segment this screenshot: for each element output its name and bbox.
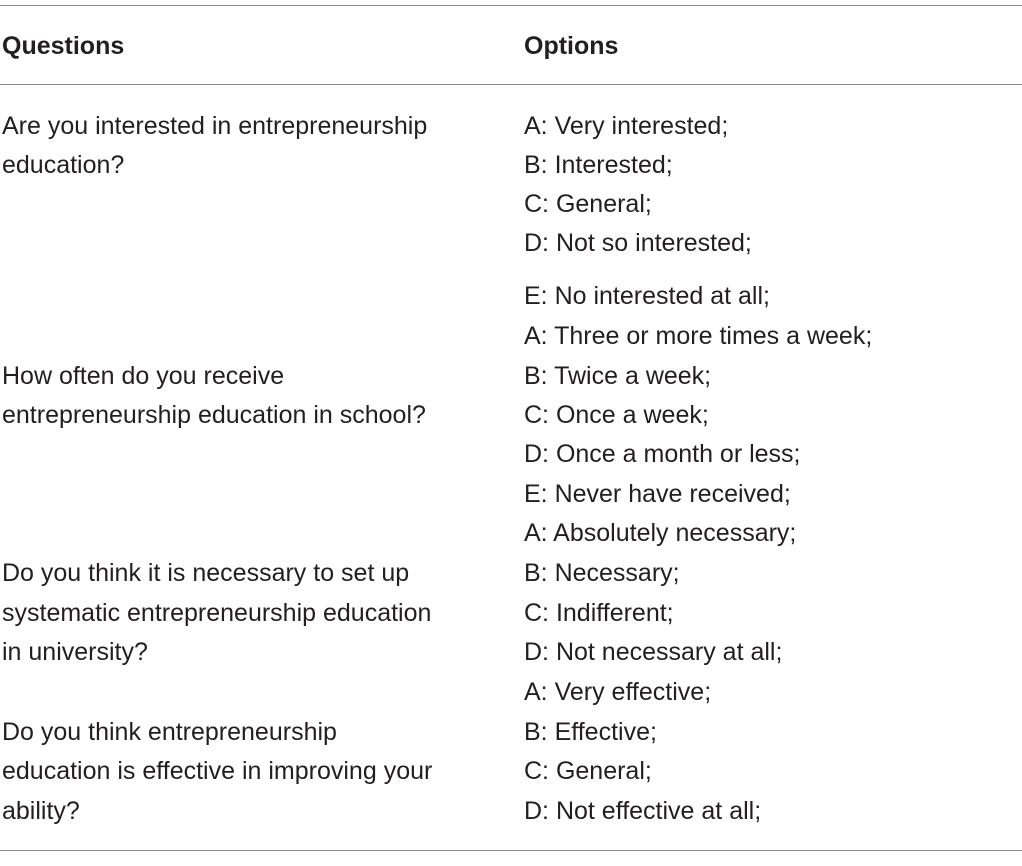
question-text: Are you interested in entrepreneurship	[2, 112, 428, 140]
table-bottom-rule	[0, 850, 1022, 851]
question-text: education?	[2, 151, 125, 179]
option-text: A: Very interested;	[524, 112, 729, 140]
header-questions: Questions	[2, 32, 125, 60]
option-text: D: Not effective at all;	[524, 797, 762, 825]
option-text: E: No interested at all;	[524, 282, 770, 310]
table-top-rule	[0, 5, 1022, 6]
option-text: C: Once a week;	[524, 401, 709, 429]
option-text: D: Not so interested;	[524, 229, 752, 257]
option-text: E: Never have received;	[524, 480, 791, 508]
question-text: ability?	[2, 797, 80, 825]
option-text: B: Interested;	[524, 151, 673, 179]
question-text: education is effective in improving your	[2, 757, 433, 785]
option-text: B: Effective;	[524, 718, 657, 746]
option-text: B: Necessary;	[524, 559, 680, 587]
question-text: systematic entrepreneurship education	[2, 599, 432, 627]
question-text: entrepreneurship education in school?	[2, 401, 426, 429]
header-options: Options	[524, 32, 619, 60]
question-text: How often do you receive	[2, 362, 285, 390]
option-text: C: General;	[524, 190, 652, 218]
option-text: A: Very effective;	[524, 678, 712, 706]
header-rule	[0, 84, 1022, 85]
option-text: C: Indifferent;	[524, 599, 674, 627]
question-text: in university?	[2, 638, 148, 666]
option-text: B: Twice a week;	[524, 362, 712, 390]
option-text: D: Once a month or less;	[524, 440, 801, 468]
option-text: D: Not necessary at all;	[524, 638, 783, 666]
option-text: A: Three or more times a week;	[524, 322, 873, 350]
question-text: Do you think entrepreneurship	[2, 718, 337, 746]
question-text: Do you think it is necessary to set up	[2, 559, 410, 587]
option-text: A: Absolutely necessary;	[524, 519, 797, 547]
option-text: C: General;	[524, 757, 652, 785]
